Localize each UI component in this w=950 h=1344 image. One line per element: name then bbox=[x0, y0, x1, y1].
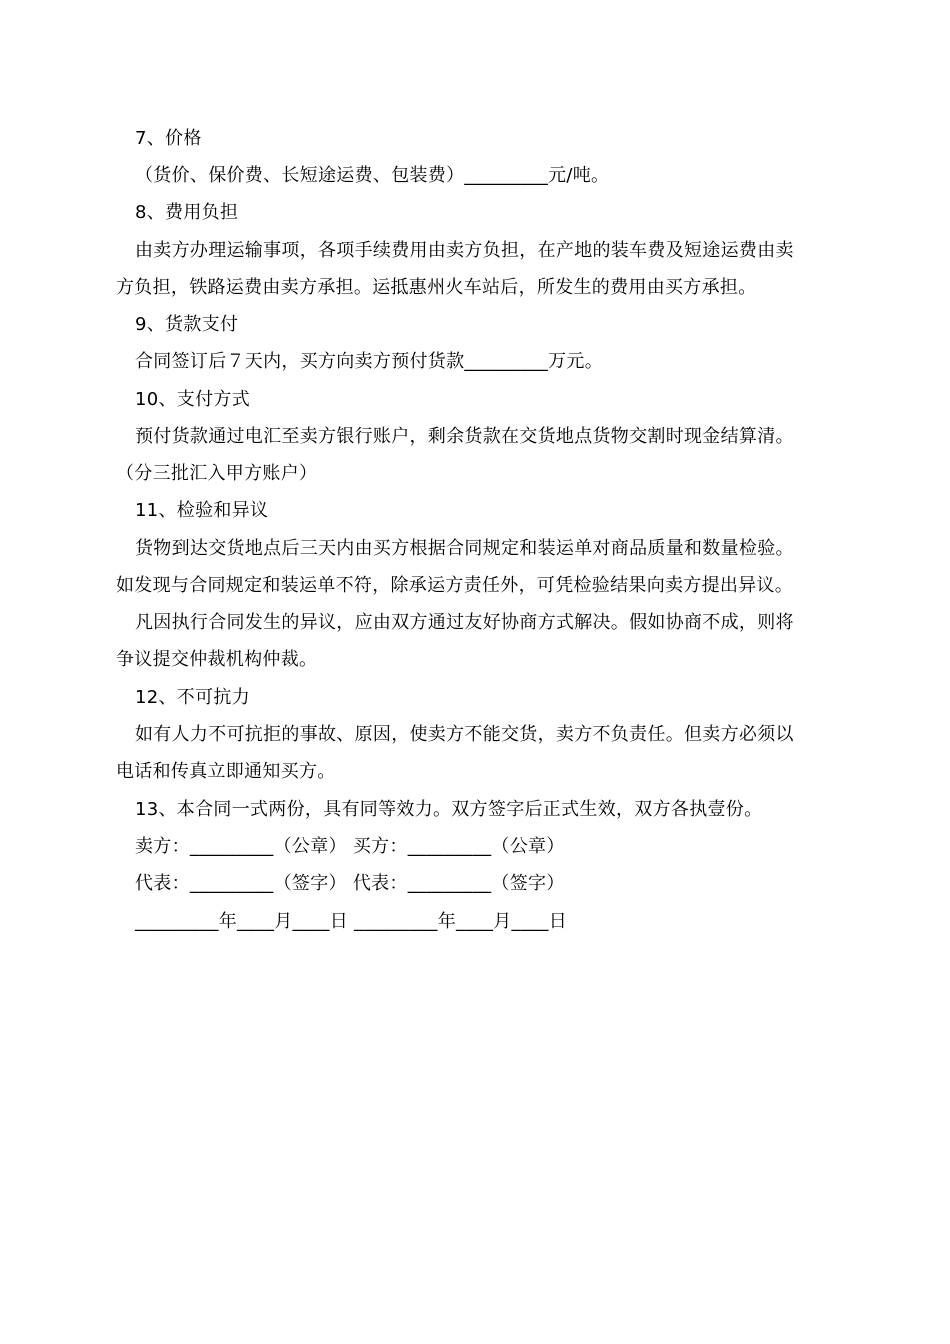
section-7-heading: 7、价格 bbox=[135, 128, 202, 149]
inspection-line-1: 货物到达交货地点后三天内由买方根据合同规定和装运单对商品质量和数量检验。 bbox=[135, 538, 794, 559]
section-12-heading: 12、不可抗力 bbox=[135, 687, 251, 708]
force-majeure-line-2: 电话和传真立即通知买方。 bbox=[116, 761, 336, 782]
signature-line: 代表：_________（签字） 代表：_________（签字） bbox=[135, 873, 565, 894]
section-8-heading: 8、费用负担 bbox=[135, 202, 239, 223]
dispute-line-2: 争议提交仲裁机构仲裁。 bbox=[116, 649, 318, 670]
force-majeure-line-1: 如有人力不可抗拒的事故、原因，使卖方不能交货，卖方不负责任。但卖方必须以 bbox=[135, 724, 794, 745]
cost-paragraph-line-1: 由卖方办理运输事项，各项手续费用由卖方负担，在产地的装车费及短途运费由卖 bbox=[135, 240, 794, 261]
dispute-line-1: 凡因执行合同发生的异议，应由双方通过友好协商方式解决。假如协商不成，则将 bbox=[135, 612, 794, 633]
section-9-heading: 9、货款支付 bbox=[135, 314, 239, 335]
payment-method-line-1: 预付货款通过电汇至卖方银行账户，剩余货款在交货地点货物交割时现金结算清。 bbox=[135, 426, 794, 447]
cost-paragraph-line-2: 方负担，铁路运费由卖方承担。运抵惠州火车站后，所发生的费用由买方承担。 bbox=[116, 277, 757, 298]
inspection-line-2: 如发现与合同规定和装运单不符，除承运方责任外，可凭检验结果向卖方提出异议。 bbox=[116, 575, 794, 596]
section-10-heading: 10、支付方式 bbox=[135, 389, 251, 410]
payment-line: 合同签订后７天内，买方向卖方预付货款_________万元。 bbox=[135, 351, 603, 372]
date-line: _________年____月____日 _________年____月____日 bbox=[135, 911, 568, 932]
section-11-heading: 11、检验和异议 bbox=[135, 500, 269, 521]
section-13-line: 13、本合同一式两份，具有同等效力。双方签字后正式生效，双方各执壹份。 bbox=[135, 799, 763, 820]
payment-method-line-2: （分三批汇入甲方账户） bbox=[116, 463, 318, 484]
price-line: （货价、保价费、长短途运费、包装费）_________元/吨。 bbox=[135, 165, 610, 186]
seal-line: 卖方：_________（公章） 买方：_________（公章） bbox=[135, 836, 565, 857]
